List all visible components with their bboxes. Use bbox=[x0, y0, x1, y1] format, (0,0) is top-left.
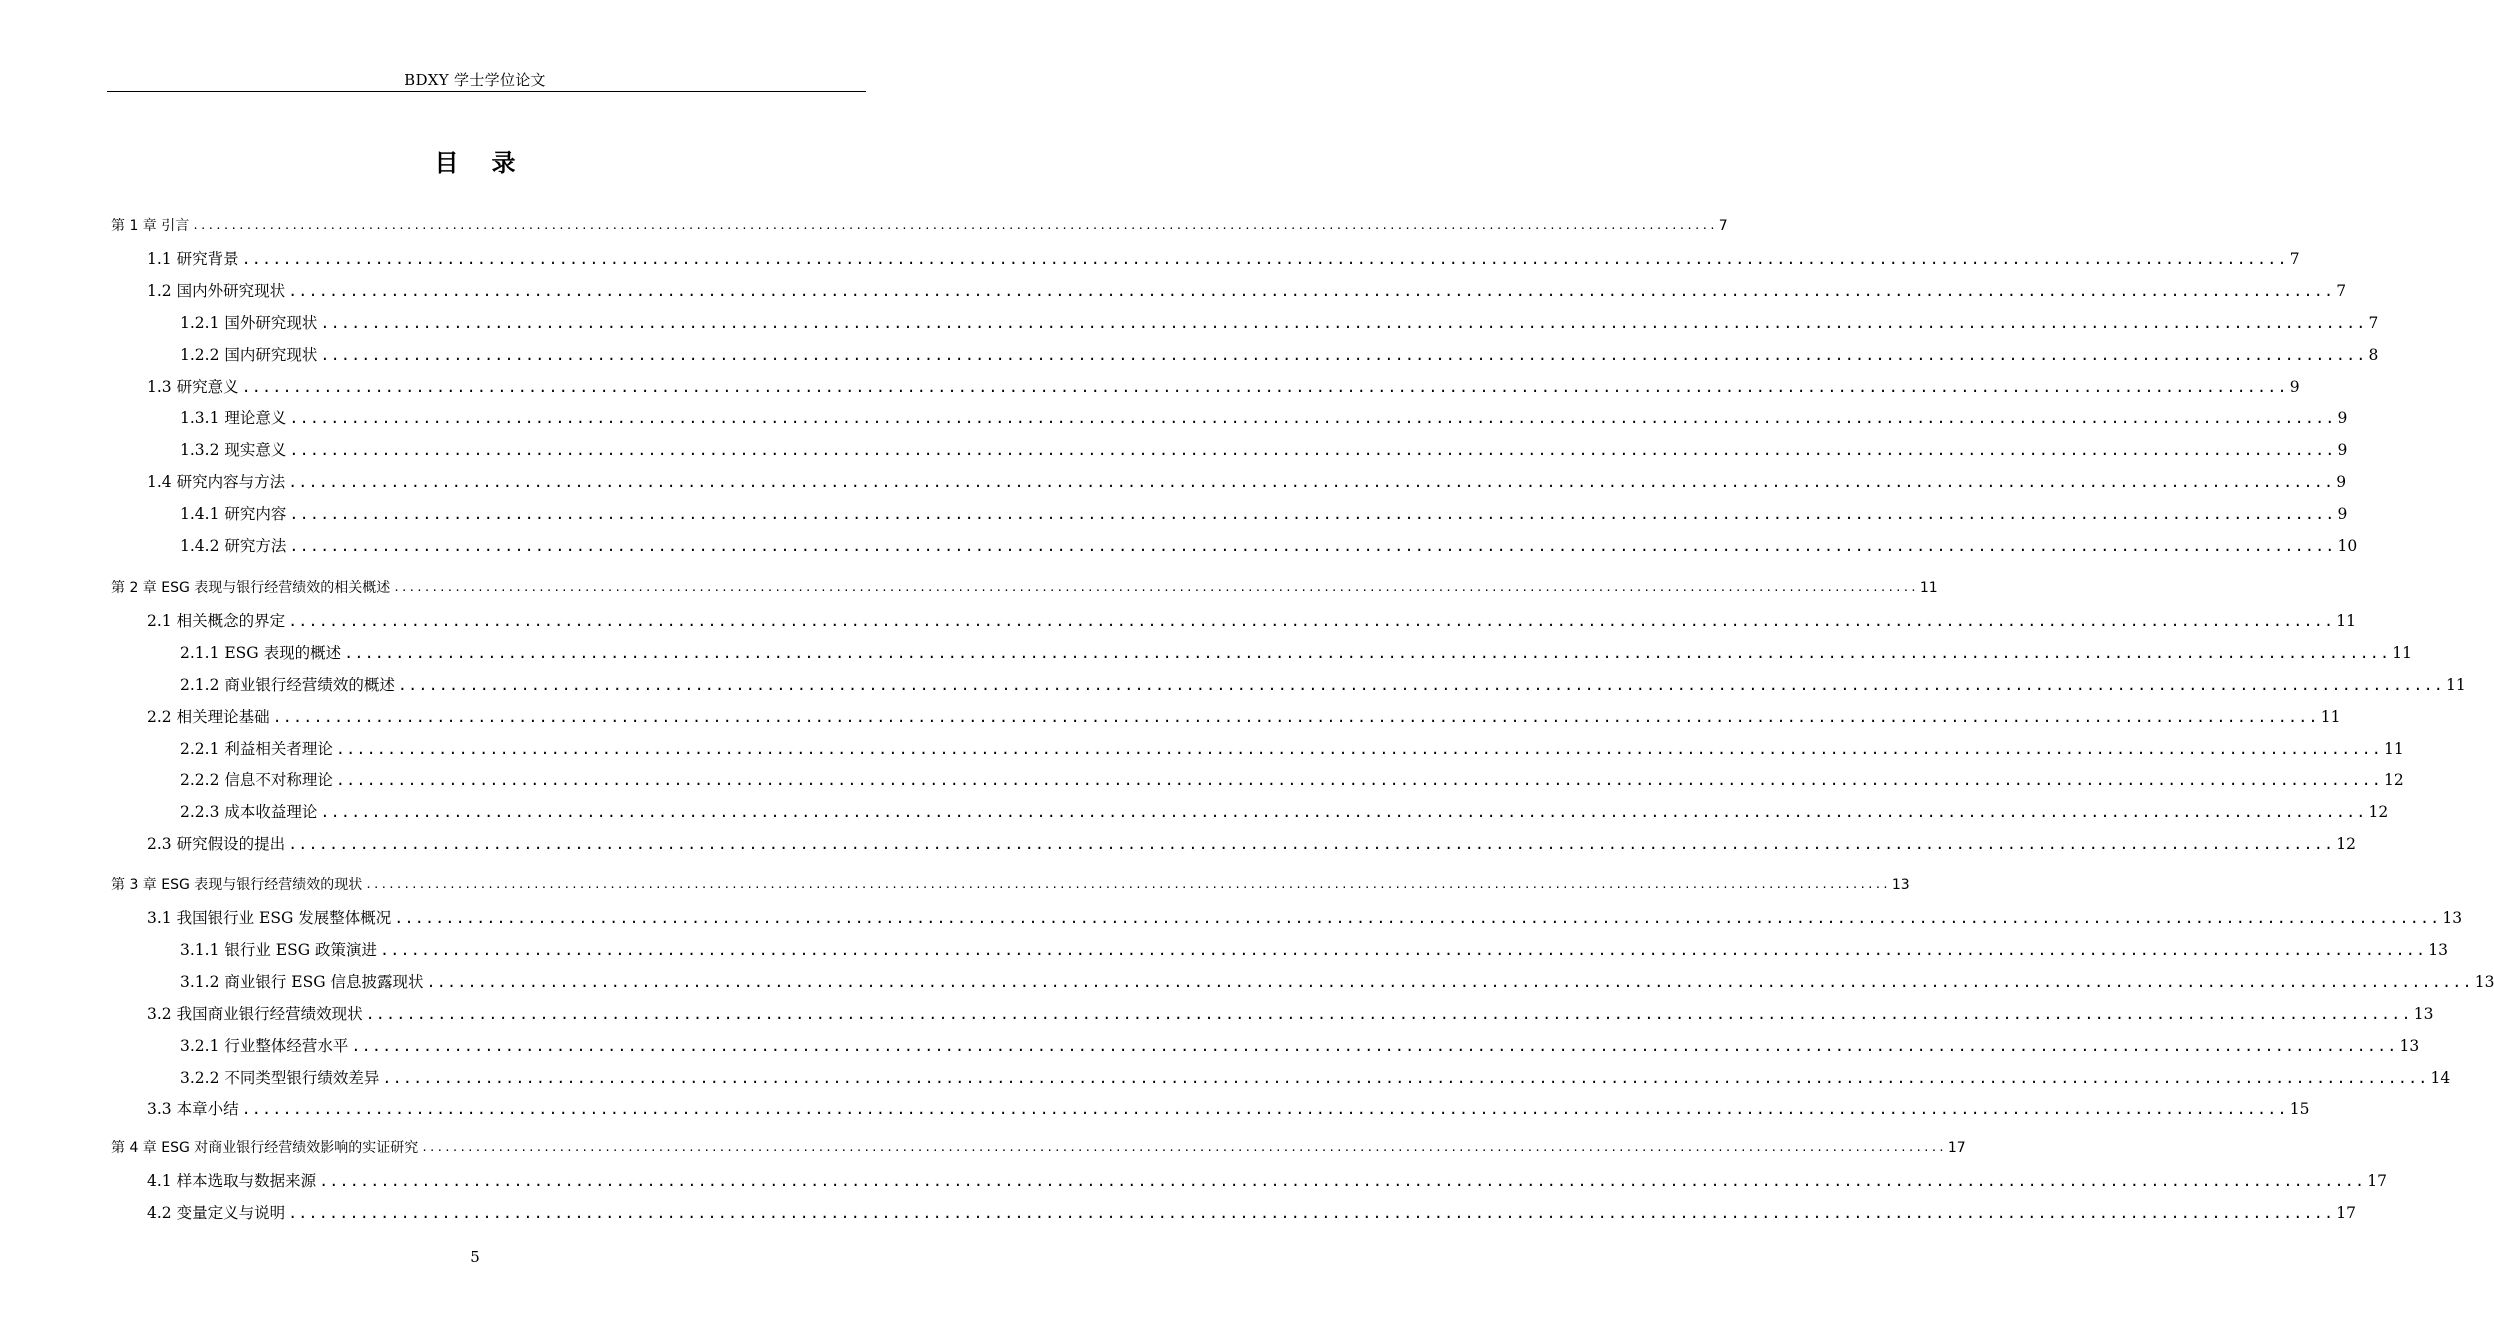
toc-dot-leader: ........................................................................................................................................................................................................ bbox=[320, 314, 2367, 332]
toc-section-entry[interactable] bbox=[147, 610, 2356, 632]
toc-entry-label: 1.2.1 国外研究现状 bbox=[180, 314, 318, 332]
toc-section-entry[interactable] bbox=[147, 907, 2463, 929]
toc-title: 目录 bbox=[434, 149, 549, 177]
toc-entry-label: 1.3.1 理论意义 bbox=[180, 409, 287, 427]
toc-dot-leader: ........................................................................................................................................................................................................ bbox=[365, 878, 1890, 891]
toc-subsection-entry[interactable] bbox=[180, 535, 2358, 557]
toc-section-entry[interactable] bbox=[147, 1170, 2387, 1192]
toc-entry-page: 10 bbox=[2337, 537, 2358, 555]
toc-dot-leader: ........................................................................................................................................................................................................ bbox=[335, 740, 2383, 758]
toc-subsection-entry[interactable] bbox=[180, 939, 2448, 961]
toc-entry-label: 1.3 研究意义 bbox=[147, 378, 239, 396]
toc-entry-page: 13 bbox=[2413, 1005, 2434, 1023]
toc-dot-leader: ........................................................................................................................................................................................................ bbox=[289, 409, 2336, 427]
toc-subsection-entry[interactable] bbox=[180, 344, 2379, 366]
toc-dot-leader: ........................................................................................................................................................................................................ bbox=[288, 473, 2335, 491]
toc-entry-page: 11 bbox=[2446, 676, 2466, 694]
running-header: BDXY 学士学位论文 bbox=[404, 71, 546, 89]
toc-subsection-entry[interactable] bbox=[180, 642, 2412, 664]
toc-section-entry[interactable] bbox=[147, 1003, 2434, 1025]
toc-dot-leader: ........................................................................................................................................................................................................ bbox=[320, 346, 2367, 364]
toc-entry-label: 3.2.2 不同类型银行绩效差异 bbox=[180, 1069, 380, 1087]
toc-dot-leader: ........................................................................................................................................................................................................ bbox=[241, 1100, 2288, 1118]
toc-dot-leader: ........................................................................................................................................................................................................ bbox=[393, 581, 1918, 594]
toc-entry-page: 12 bbox=[2336, 835, 2356, 853]
toc-entry-label: 1.2 国内外研究现状 bbox=[147, 282, 286, 300]
toc-entry-page: 7 bbox=[2289, 250, 2300, 268]
toc-entry-page: 14 bbox=[2430, 1069, 2451, 1087]
toc-dot-leader: ........................................................................................................................................................................................................ bbox=[421, 1141, 1946, 1154]
toc-dot-leader: ........................................................................................................................................................................................................ bbox=[335, 771, 2383, 789]
toc-dot-leader: ........................................................................................................................................................................................................ bbox=[241, 378, 2288, 396]
toc-subsection-entry[interactable] bbox=[180, 801, 2389, 823]
toc-dot-leader: ........................................................................................................................................................................................................ bbox=[272, 708, 2319, 726]
toc-entry-label: 3.1 我国银行业 ESG 发展整体概况 bbox=[147, 909, 392, 927]
toc-entry-page: 11 bbox=[2320, 708, 2341, 726]
toc-entry-label: 第 3 章 ESG 表现与银行经营绩效的现状 bbox=[111, 877, 363, 893]
toc-entry-page: 11 bbox=[2384, 740, 2404, 758]
toc-entry-label: 2.2.3 成本收益理论 bbox=[180, 803, 318, 821]
toc-entry-label: 1.4.2 研究方法 bbox=[180, 537, 287, 555]
toc-entry-label: 第 1 章 引言 bbox=[111, 218, 190, 234]
toc-subsection-entry[interactable] bbox=[180, 439, 2348, 461]
toc-section-entry[interactable] bbox=[147, 1098, 2310, 1120]
toc-section-entry[interactable] bbox=[147, 706, 2341, 728]
toc-subsection-entry[interactable] bbox=[180, 407, 2348, 429]
toc-dot-leader: ........................................................................................................................................................................................................ bbox=[397, 676, 2445, 694]
toc-entry-label: 1.2.2 国内研究现状 bbox=[180, 346, 318, 364]
toc-entry-label: 4.2 变量定义与说明 bbox=[147, 1204, 286, 1222]
toc-dot-leader: ........................................................................................................................................................................................................ bbox=[394, 909, 2441, 927]
toc-dot-leader: ........................................................................................................................................................................................................ bbox=[320, 803, 2367, 821]
toc-entry-label: 2.1 相关概念的界定 bbox=[147, 612, 286, 630]
toc-entry-label: 3.1.2 商业银行 ESG 信息披露现状 bbox=[180, 973, 424, 991]
toc-entry-page: 7 bbox=[2336, 282, 2347, 300]
toc-entry-label: 3.3 本章小结 bbox=[147, 1100, 239, 1118]
toc-section-entry[interactable] bbox=[147, 471, 2347, 493]
toc-entry-label: 1.1 研究背景 bbox=[147, 250, 239, 268]
toc-entry-page: 9 bbox=[2337, 409, 2348, 427]
toc-dot-leader: ........................................................................................................................................................................................................ bbox=[289, 505, 2336, 523]
toc-entry-page: 17 bbox=[2336, 1204, 2356, 1222]
toc-entry-page: 13 bbox=[2474, 973, 2494, 991]
toc-entry-page: 13 bbox=[2399, 1037, 2420, 1055]
toc-entry-label: 第 2 章 ESG 表现与银行经营绩效的相关概述 bbox=[111, 580, 391, 596]
toc-section-entry[interactable] bbox=[147, 280, 2347, 302]
toc-entry-label: 2.2 相关理论基础 bbox=[147, 708, 270, 726]
toc-dot-leader: ........................................................................................................................................................................................................ bbox=[288, 612, 2335, 630]
toc-entry-label: 2.3 研究假设的提出 bbox=[147, 835, 286, 853]
toc-subsection-entry[interactable] bbox=[180, 503, 2348, 525]
toc-section-entry[interactable] bbox=[147, 376, 2300, 398]
toc-dot-leader: ........................................................................................................................................................................................................ bbox=[288, 1204, 2335, 1222]
toc-entry-label: 3.1.1 银行业 ESG 政策演进 bbox=[180, 941, 378, 959]
toc-dot-leader: ........................................................................................................................................................................................................ bbox=[319, 1172, 2366, 1190]
toc-entry-page: 9 bbox=[2337, 441, 2348, 459]
toc-dot-leader: ........................................................................................................................................................................................................ bbox=[289, 441, 2336, 459]
toc-entry-label: 1.4 研究内容与方法 bbox=[147, 473, 286, 491]
toc-subsection-entry[interactable] bbox=[180, 1067, 2451, 1089]
toc-entry-page: 13 bbox=[2428, 941, 2448, 959]
toc-dot-leader: ........................................................................................................................................................................................................ bbox=[288, 282, 2335, 300]
toc-entry-label: 3.2.1 行业整体经营水平 bbox=[180, 1037, 349, 1055]
toc-chapter-entry[interactable] bbox=[111, 216, 1728, 236]
toc-entry-page: 8 bbox=[2368, 346, 2379, 364]
page-number: 5 bbox=[470, 1248, 480, 1266]
toc-chapter-entry[interactable] bbox=[111, 1138, 1966, 1158]
toc-subsection-entry[interactable] bbox=[180, 769, 2404, 791]
toc-dot-leader: ........................................................................................................................................................................................................ bbox=[241, 250, 2288, 268]
toc-entry-label: 2.1.1 ESG 表现的概述 bbox=[180, 644, 342, 662]
toc-entry-page: 9 bbox=[2336, 473, 2347, 491]
toc-dot-leader: ........................................................................................................................................................................................................ bbox=[289, 537, 2336, 555]
toc-dot-leader: ........................................................................................................................................................................................................ bbox=[382, 1069, 2429, 1087]
toc-entry-page: 15 bbox=[2289, 1100, 2310, 1118]
toc-entry-page: 11 bbox=[1919, 580, 1938, 596]
toc-dot-leader: ........................................................................................................................................................................................................ bbox=[365, 1005, 2412, 1023]
toc-entry-label: 2.2.1 利益相关者理论 bbox=[180, 740, 333, 758]
toc-section-entry[interactable] bbox=[147, 248, 2300, 270]
toc-section-entry[interactable] bbox=[147, 833, 2356, 855]
toc-entry-page: 17 bbox=[2367, 1172, 2387, 1190]
toc-entry-page: 12 bbox=[2384, 771, 2404, 789]
toc-dot-leader: ........................................................................................................................................................................................................ bbox=[380, 941, 2427, 959]
toc-subsection-entry[interactable] bbox=[180, 312, 2379, 334]
toc-dot-leader: ........................................................................................................................................................................................................ bbox=[426, 973, 2473, 991]
toc-subsection-entry[interactable] bbox=[180, 738, 2404, 760]
toc-dot-leader: ........................................................................................................................................................................................................ bbox=[288, 835, 2335, 853]
toc-entry-label: 4.1 样本选取与数据来源 bbox=[147, 1172, 317, 1190]
toc-entry-page: 11 bbox=[2336, 612, 2356, 630]
toc-section-entry[interactable] bbox=[147, 1202, 2356, 1224]
toc-dot-leader: ........................................................................................................................................................................................................ bbox=[192, 219, 1717, 232]
toc-entry-page: 9 bbox=[2289, 378, 2300, 396]
toc-entry-page: 11 bbox=[2392, 644, 2412, 662]
toc-chapter-entry[interactable] bbox=[111, 578, 1938, 598]
toc-entry-page: 17 bbox=[1947, 1140, 1966, 1156]
toc-subsection-entry[interactable] bbox=[180, 971, 2494, 993]
toc-entry-label: 3.2 我国商业银行经营绩效现状 bbox=[147, 1005, 363, 1023]
toc-entry-label: 1.4.1 研究内容 bbox=[180, 505, 287, 523]
toc-entry-page: 7 bbox=[1718, 218, 1728, 234]
toc-subsection-entry[interactable] bbox=[180, 1035, 2420, 1057]
toc-entry-page: 12 bbox=[2368, 803, 2389, 821]
toc-dot-leader: ........................................................................................................................................................................................................ bbox=[351, 1037, 2398, 1055]
toc-subsection-entry[interactable] bbox=[180, 674, 2466, 696]
toc-entry-page: 7 bbox=[2368, 314, 2379, 332]
toc-entry-page: 9 bbox=[2337, 505, 2348, 523]
toc-entry-label: 第 4 章 ESG 对商业银行经营绩效影响的实证研究 bbox=[111, 1140, 419, 1156]
toc-entry-label: 1.3.2 现实意义 bbox=[180, 441, 287, 459]
toc-chapter-entry[interactable] bbox=[111, 875, 1910, 895]
toc-entry-page: 13 bbox=[1891, 877, 1910, 893]
toc-entry-page: 13 bbox=[2442, 909, 2463, 927]
header-rule bbox=[107, 91, 866, 92]
toc-dot-leader: ........................................................................................................................................................................................................ bbox=[344, 644, 2391, 662]
toc-entry-label: 2.1.2 商业银行经营绩效的概述 bbox=[180, 676, 395, 694]
toc-entry-label: 2.2.2 信息不对称理论 bbox=[180, 771, 333, 789]
